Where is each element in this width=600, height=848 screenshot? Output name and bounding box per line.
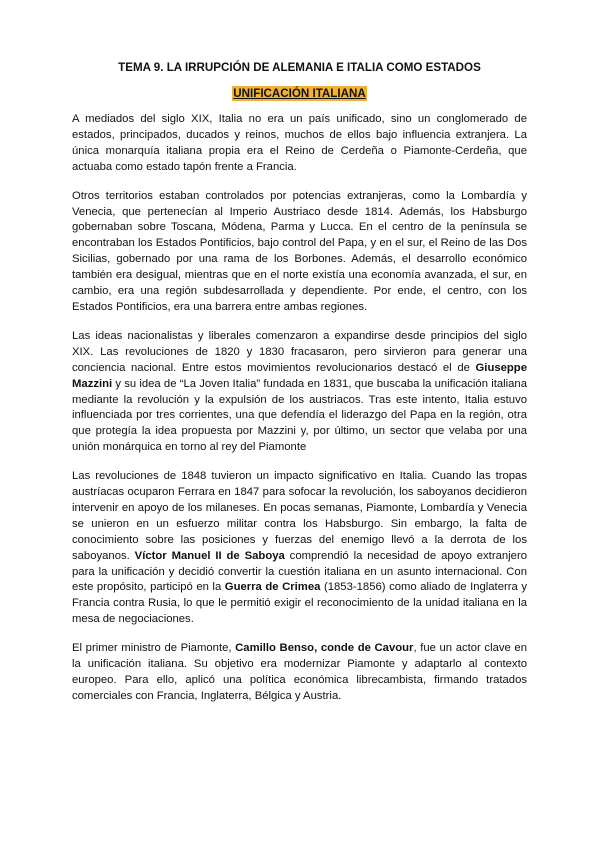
paragraph-text: y su idea de “La Joven Italia” fundada en 1831, que buscaba la unificación italiana mediante la revolución y la expulsión de los austriacos. Tras este intento, Italia estuvo influenciada por tres corrientes, una que defendía el liderazgo del Papa en la región, otra que protegía la idea propuesta por Mazzini y, por último, un sector que velaba por una unión monárquica en torno al rey del Piamonte xyxy=(72,377,527,454)
document-body xyxy=(72,112,527,705)
paragraph-text: Otros territorios estaban controlados por potencias extranjeras, como la Lombardía y Venecia, que pertenecían al Imperio Austriaco desde 1814. Además, los Habsburgo gobernaban sobre Toscana, Módena, Parma y Lucca. En el centro de la península se encontraban los Estados Pontificios, bajo control del Papa, y en el sur, el Reino de las Dos Sicilias, gobernado por una rama de los Borbones. Además, el desarrollo económico también era desigual, mientras que en el norte existía una economía avanzada, el sur, en cambio, era una región subdesarrollada y dependiente. Por ende, el centro, con los Estados Pontificios, era una barrera entre ambas regiones. xyxy=(72,189,527,313)
document-page xyxy=(72,60,527,718)
paragraph-text: comprendió la necesidad de apoyo extranjero para la unificación y decidió convertir la cuestión italiana en un asunto internacional. Con este propósito, participó en la xyxy=(72,549,527,594)
paragraph xyxy=(72,329,527,456)
paragraph xyxy=(72,112,527,176)
document-title: TEMA 9. LA IRRUPCIÓN DE ALEMANIA E ITALIA COMO ESTADOS xyxy=(118,61,481,74)
bold-term: Víctor Manuel II de Saboya xyxy=(134,549,285,562)
paragraph xyxy=(72,641,527,705)
paragraph xyxy=(72,469,527,628)
bold-term: Camillo Benso, conde de Cavour xyxy=(235,642,414,655)
bold-term: Giuseppe Mazzini xyxy=(72,361,527,390)
paragraph xyxy=(72,189,527,316)
paragraph-text: (1853-1856) como aliado de Inglaterra y Francia contra Rusia, lo que le permitió exigir el reconocimiento de la unidad italiana en la mesa de negociaciones. xyxy=(72,581,527,626)
section-title xyxy=(72,86,527,102)
paragraph-text: A mediados del siglo XIX, Italia no era un país unificado, sino un conglomerado de estados, principados, ducados y reinos, muchos de ellos bajo influencia extranjera. La única monarquía italiana propia era el Reino de Cerdeña o Piamonte-Cerdeña, que actuaba como estado tapón frente a Francia. xyxy=(72,113,527,173)
paragraph-text: El primer ministro de Piamonte, xyxy=(72,642,236,655)
bold-term: Guerra de Crimea xyxy=(224,581,321,594)
section-title-highlight: UNIFICACIÓN ITALIANA xyxy=(233,87,366,100)
paragraph-text: Las revoluciones de 1848 tuvieron un impacto significativo en Italia. Cuando las tropas austríacas ocuparon Ferrara en 1847 para sofocar la revolución, los saboyanos decidieron intervenir en apoyo de los milaneses. En pocas semanas, Piamonte, Lombardía y Venecia se unieron en un esfuerzo militar contra los Habsburgo. Sin embargo, la falta de conocimiento sobre las posiciones y fuerzas del enemigo llevó a la derrota de los saboyanos. xyxy=(72,470,527,562)
paragraph-text: Las ideas nacionalistas y liberales comenzaron a expandirse desde principios del siglo XIX. Las revoluciones de 1820 y 1830 fracasaron, pero sirvieron para generar una conciencia nacional. Entre estos movimientos revolucionarios destacó el de xyxy=(72,329,527,374)
paragraph-text: , fue un actor clave en la unificación italiana. Su objetivo era modernizar Piamonte y adaptarlo al contexto europeo. Para ello, aplicó una política económica librecambista, firmando tratados comerciales con Francia, Inglaterra, Bélgica y Austria. xyxy=(72,642,527,702)
